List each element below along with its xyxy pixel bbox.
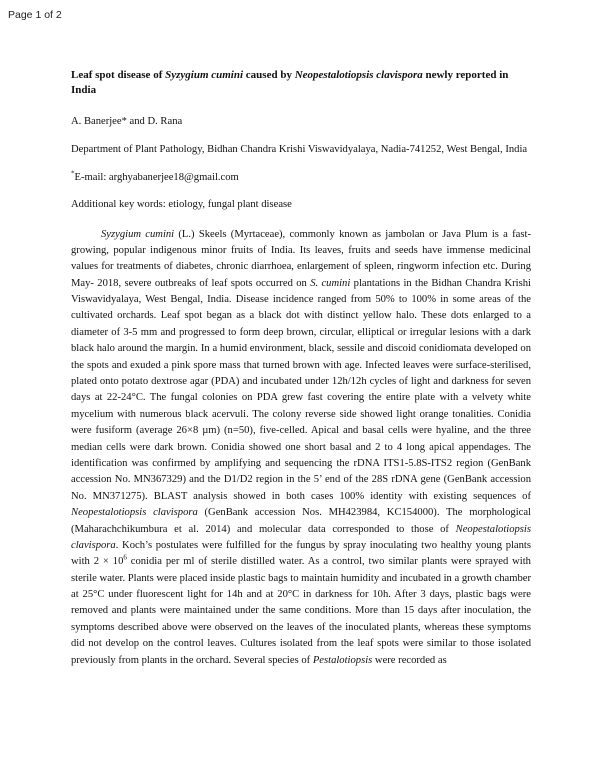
document-page bbox=[71, 68, 531, 669]
body-text-segment: (L.) Skeels (Myrtaceae), commonly known as jambolan or Java Plum is a fast-growing, popular indigenous minor fruits of India. Its leaves, fruits and seeds have immense medicinal values for treatments of diabetes, chronic diarrhoea, enlargement of spleen, ringworm infection etc. During May- 2018, severe outbreaks of leaf spots occurred on bbox=[71, 228, 531, 289]
email-text: E-mail: arghyabanerjee18@gmail.com bbox=[74, 171, 239, 183]
body-italic-species: Syzygium cumini bbox=[101, 228, 175, 240]
body-exponent: 6 bbox=[123, 553, 127, 562]
email-footnote-mark: * bbox=[71, 169, 75, 178]
body-text-segment: (GenBank accession Nos. MH423984, KC154000). The morphological (Maharachchikumbura et al. 2014) and molecular data corresponded to those of bbox=[71, 507, 531, 535]
title-part-1: Leaf spot disease of bbox=[71, 69, 166, 81]
body-paragraph bbox=[71, 227, 531, 670]
body-text-segment: . Koch’s postulates were fulfilled for the fungus by spray inoculating two healthy young plants with 2 × 10 bbox=[71, 539, 531, 568]
body-text-segment: conidia per ml of sterile distilled water. As a control, two similar plants were sprayed with sterile water. Plants were placed inside plastic bags to maintain humidity and incubated in a growth chamber at 25°C under fluorescent light for 14h and at 20°C in darkness for 10h. After 3 days, plastic bags were removed and plants were maintained under the same conditions. More than 15 days after inoculation, the symptoms described above were observed on the leaves of the inoculated plants, whereas these symptoms did not develop on the control leaves. Cultures isolated from the leaf spots were similar to those isolated previously from plants in the orchard. Several species of bbox=[71, 556, 531, 666]
body-italic-species-short: S. cumini bbox=[310, 277, 351, 289]
title-species: Syzygium cumini bbox=[165, 69, 244, 81]
paper-title bbox=[71, 68, 531, 98]
page-indicator: Page 1 of 2 bbox=[8, 9, 62, 21]
keywords: Additional key words: etiology, fungal plant disease bbox=[71, 199, 292, 211]
body-italic-pathogen: Neopestalotiopsis clavispora bbox=[71, 507, 198, 519]
body-text-segment: plantations in the Bidhan Chandra Krishi Viswavidyalaya, West Bengal, India. Disease incidence ranged from 50% to 100% in some areas of the cultivated orchards. Leaf spot began as a black dot with distinct yellow halo. These dots enlarged to a diameter of 3-5 mm and progressed to form deep brown, circular, elliptical or irregular lesions with a dark black halo around the margin. In a humid environment, black, sessile and discoid conidiomata developed on the spots and exuded a pink spore mass that turned brown with age. Infected leaves were surface-sterilised, plated onto potato dextrose agar (PDA) and incubated under 12h/12h cycles of light and darkness for seven days at 22-24°C. The fungal colonies on PDA grew fast covering the entire plate with a velvety white mycelium with numerous black acervuli. The colony reverse side showed light orange tonalities. Conidia were fusiform (average 26×8 µm) (n=50), five-celled. Apical and basal cells were hyaline, and the three median cells were dark brown. Conidia showed one short basal and 2 to 4 long apical appendages. The identification was confirmed by amplifying and sequencing the rDNA ITS1-5.8S-ITS2 region (GenBank accession No. MN367329) and the D1/D2 region in the 5’ end of the 28S rDNA gene (GenBank accession No. MN371275). BLAST analysis showed in both cases 100% identity with existing sequences of bbox=[71, 277, 531, 502]
email-line bbox=[71, 170, 531, 185]
title-pathogen: Neopestalotiopsis clavispora bbox=[294, 69, 423, 81]
authors: A. Banerjee* and D. Rana bbox=[71, 115, 183, 127]
body-italic-genus: Pestalotiopsis bbox=[312, 654, 373, 666]
title-part-3: newly reported in India bbox=[71, 69, 509, 96]
affiliation: Department of Plant Pathology, Bidhan Chandra Krishi Viswavidyalaya, Nadia-741252, West Bengal, India bbox=[71, 144, 528, 156]
body-italic-pathogen: Neopestalotiopsis clavispora bbox=[71, 523, 531, 551]
body-text-segment: were recorded as bbox=[372, 654, 447, 666]
title-part-2: caused by bbox=[243, 69, 295, 81]
